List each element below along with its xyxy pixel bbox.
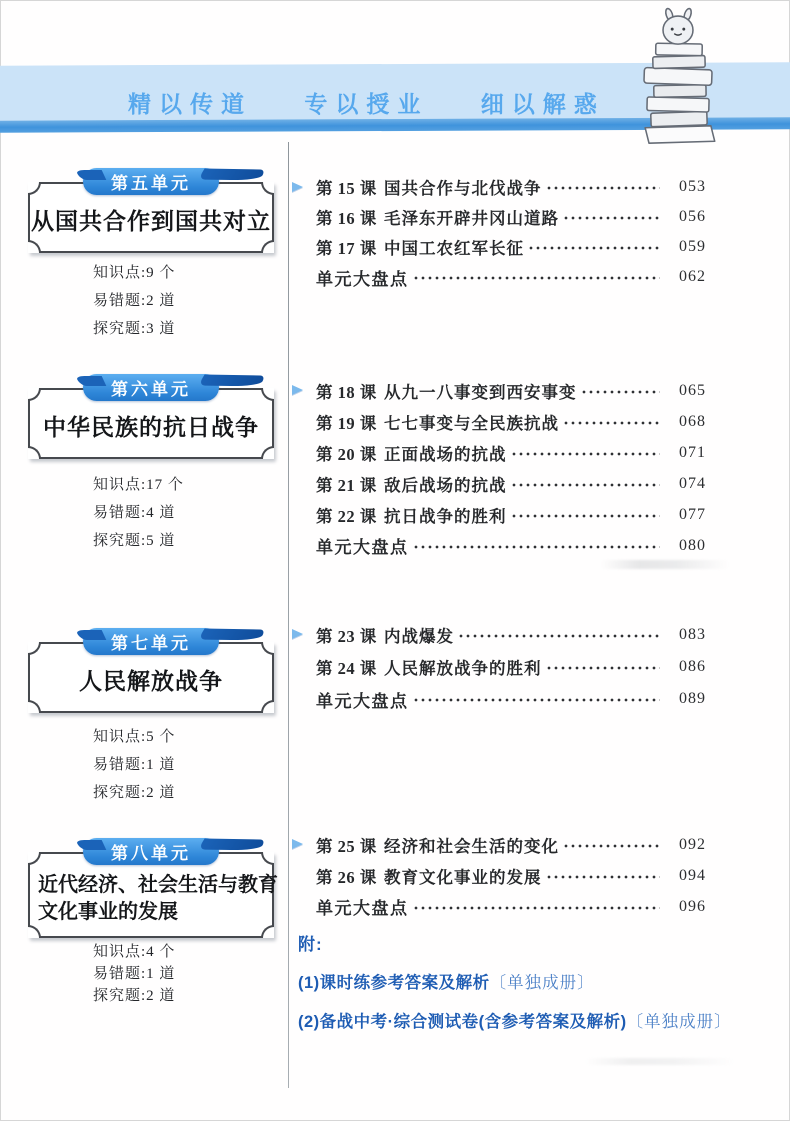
dot-leader — [413, 274, 661, 282]
unit-summary-label: 单元大盘点 — [316, 899, 409, 918]
dot-leader — [528, 244, 660, 252]
stat-inquiry-questions: 探究题:5 道 — [93, 533, 176, 550]
stat-inquiry-questions: 探究题:3 道 — [93, 321, 176, 338]
column-divider-line — [288, 142, 289, 1088]
unit5-lesson-list — [292, 172, 706, 292]
toc-entry — [292, 232, 706, 262]
dot-leader — [413, 904, 661, 912]
lesson-title: 七七事变与全民族抗战 — [384, 413, 559, 433]
lesson-number: 第 25 课 — [316, 836, 377, 856]
lesson-number: 第 17 课 — [316, 239, 377, 258]
page-number: 092 — [679, 835, 706, 853]
plaque-corner-notch — [28, 925, 41, 938]
section-arrow-icon — [292, 839, 303, 849]
plaque-corner-notch — [28, 700, 41, 713]
appendix-item-2-text: (2)备战中考·综合测试卷(含参考答案及解析) — [298, 1013, 627, 1031]
unit8-stats — [28, 944, 274, 1005]
books-stack-mascot-illustration — [628, 4, 728, 149]
unit6-lesson-list — [292, 375, 706, 561]
page-number: 065 — [679, 381, 706, 399]
stat-error-prone-questions: 易错题:2 道 — [93, 293, 176, 310]
appendix-item-1-note: 〔单独成册〕 — [489, 974, 595, 992]
lesson-title: 经济和社会生活的变化 — [384, 836, 559, 856]
plaque-corner-notch — [261, 700, 274, 713]
plaque-corner-notch — [28, 446, 41, 459]
unit7-stats — [28, 729, 274, 802]
stat-error-prone-questions: 易错题:1 道 — [93, 757, 176, 774]
toc-entry — [292, 375, 706, 406]
dot-leader — [563, 214, 660, 222]
plaque-corner-notch — [261, 388, 274, 401]
plaque-corner-notch — [261, 925, 274, 938]
dot-leader — [546, 873, 661, 881]
lesson-number: 第 21 课 — [316, 475, 377, 495]
lesson-title: 教育文化事业的发展 — [384, 867, 542, 887]
appendix-item-1 — [298, 969, 738, 993]
lesson-title: 国共合作与北伐战争 — [384, 179, 542, 198]
dot-leader — [511, 450, 661, 458]
page-number: 059 — [679, 238, 706, 255]
slogan-part-1: 精以传道 — [128, 91, 252, 117]
toc-entry — [292, 619, 706, 651]
dot-leader — [546, 184, 661, 192]
lesson-number: 第 26 课 — [316, 867, 377, 887]
dot-leader — [413, 696, 661, 704]
lesson-title: 毛泽东开辟井冈山道路 — [384, 209, 559, 228]
lesson-title: 人民解放战争的胜利 — [384, 659, 542, 678]
unit7-lesson-list — [292, 619, 706, 715]
plaque-corner-notch — [261, 642, 274, 655]
lesson-number: 第 18 课 — [316, 382, 377, 402]
scan-artifact — [585, 1058, 735, 1065]
stat-knowledge-points: 知识点:4 个 — [93, 944, 176, 960]
lesson-title: 内战爆发 — [384, 627, 454, 646]
unit7-title: 人民解放战争 — [79, 669, 223, 694]
plaque-corner-notch — [261, 182, 274, 195]
page-number: 077 — [679, 505, 706, 523]
unit6-stats — [28, 477, 274, 550]
unit6-badge: 第六单元 — [83, 374, 219, 401]
dot-leader — [511, 481, 661, 489]
lesson-title: 正面战场的抗战 — [384, 444, 507, 464]
appendix-item-1-text: (1)课时练参考答案及解析 — [298, 974, 490, 992]
page-number: 056 — [679, 208, 706, 225]
plaque-corner-notch — [261, 446, 274, 459]
lesson-number: 第 16 课 — [316, 209, 377, 228]
lesson-title: 敌后战场的抗战 — [384, 475, 507, 495]
unit5-card — [28, 168, 274, 349]
lesson-number: 第 22 课 — [316, 506, 377, 526]
lesson-number: 第 23 课 — [316, 627, 377, 646]
appendix-item-2 — [298, 1008, 738, 1032]
page-number: 094 — [679, 866, 706, 884]
toc-entry — [292, 468, 706, 499]
page-number: 089 — [679, 690, 706, 707]
lesson-number: 第 20 课 — [316, 444, 377, 464]
stat-knowledge-points: 知识点:9 个 — [93, 265, 176, 282]
toc-entry — [292, 829, 706, 860]
plaque-corner-notch — [28, 240, 41, 253]
appendix-item-2-note: 〔单独成册〕 — [626, 1013, 732, 1031]
unit8-title-line1: 近代经济、社会生活与教育 — [38, 874, 278, 896]
unit5-stats — [28, 265, 274, 338]
page-number: 053 — [679, 178, 706, 195]
unit5-badge: 第五单元 — [83, 168, 219, 195]
stat-inquiry-questions: 探究题:2 道 — [93, 988, 176, 1004]
toc-entry — [292, 406, 706, 437]
dot-leader — [511, 512, 661, 520]
plaque-corner-notch — [28, 852, 41, 865]
header-slogan — [128, 86, 643, 119]
stat-inquiry-questions: 探究题:2 道 — [93, 785, 176, 802]
page-number: 068 — [679, 412, 706, 430]
lesson-number: 第 15 课 — [316, 179, 377, 198]
toc-entry-summary — [292, 262, 706, 292]
lesson-title: 从九一八事变到西安事变 — [384, 382, 577, 402]
slogan-part-2: 专以授业 — [304, 91, 429, 117]
unit-summary-label: 单元大盘点 — [316, 691, 409, 711]
toc-entry — [292, 172, 706, 202]
page-number: 074 — [679, 474, 706, 492]
toc-entry — [292, 499, 706, 530]
stat-error-prone-questions: 易错题:1 道 — [93, 966, 176, 982]
appendix-section — [298, 930, 738, 1047]
stat-error-prone-questions: 易错题:4 道 — [93, 505, 176, 522]
unit8-badge: 第八单元 — [83, 838, 219, 865]
lesson-title: 中国工农红军长征 — [384, 239, 524, 258]
stat-knowledge-points: 知识点:5 个 — [93, 729, 176, 746]
toc-entry — [292, 202, 706, 232]
lesson-number: 第 24 课 — [316, 659, 377, 678]
dot-leader — [458, 632, 660, 640]
plaque-corner-notch — [261, 240, 274, 253]
unit-summary-label: 单元大盘点 — [316, 269, 409, 289]
toc-entry — [292, 437, 706, 468]
appendix-label: 附: — [298, 935, 323, 954]
plaque-corner-notch — [28, 182, 41, 195]
toc-entry-summary — [292, 683, 706, 715]
unit7-badge: 第七单元 — [83, 628, 219, 655]
toc-entry-summary — [292, 530, 706, 561]
page-number: 086 — [679, 658, 706, 675]
dot-leader — [581, 388, 661, 396]
page-number: 071 — [679, 443, 706, 461]
page-number: 080 — [679, 536, 706, 554]
unit8-title-line2: 文化事业的发展 — [38, 901, 178, 923]
unit8-lesson-list — [292, 829, 706, 922]
dot-leader — [563, 842, 660, 850]
stat-knowledge-points: 知识点:17 个 — [93, 477, 184, 494]
toc-entry-summary — [292, 891, 706, 922]
unit6-title: 中华民族的抗日战争 — [43, 415, 259, 440]
unit7-card — [28, 628, 274, 813]
lesson-title: 抗日战争的胜利 — [384, 506, 507, 526]
plaque-corner-notch — [28, 388, 41, 401]
section-arrow-icon — [292, 182, 303, 192]
dot-leader — [413, 543, 661, 551]
section-arrow-icon — [292, 385, 303, 395]
section-arrow-icon — [292, 629, 303, 639]
plaque-corner-notch — [261, 852, 274, 865]
toc-entry — [292, 860, 706, 891]
scan-artifact — [600, 560, 730, 569]
unit6-card — [28, 374, 274, 561]
toc-entry — [292, 651, 706, 683]
unit-summary-label: 单元大盘点 — [316, 538, 409, 557]
plaque-corner-notch — [28, 642, 41, 655]
unit8-card — [28, 838, 278, 1010]
unit5-title: 从国共合作到国共对立 — [31, 209, 271, 234]
dot-leader — [546, 664, 661, 672]
dot-leader — [563, 419, 660, 427]
page-number: 083 — [679, 626, 706, 643]
lesson-number: 第 19 课 — [316, 413, 377, 433]
page-number: 096 — [679, 897, 706, 915]
slogan-part-3: 细以解惑 — [480, 91, 605, 117]
page-number: 062 — [679, 268, 706, 285]
